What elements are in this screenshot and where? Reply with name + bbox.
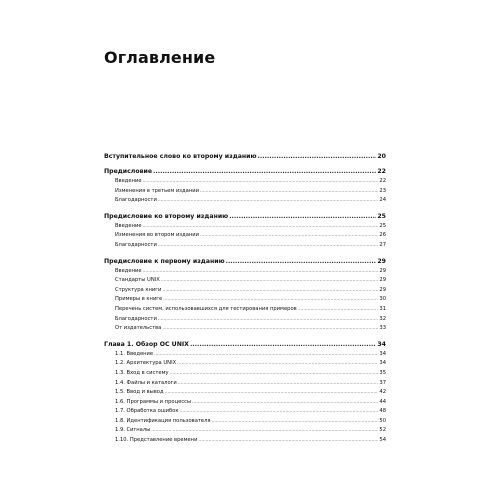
toc-entry-title: Вступительное слово ко второму изданию bbox=[104, 153, 257, 160]
toc-page-number: 31 bbox=[379, 305, 386, 312]
toc-entry-title: Предисловие ко второму изданию bbox=[104, 212, 229, 220]
toc-entry-title: Предисловие к первому изданию bbox=[104, 257, 225, 265]
toc-leader-dots bbox=[190, 340, 376, 349]
toc-entry-title: 1.8. Идентификация пользователя bbox=[115, 417, 211, 424]
toc-leader-dots bbox=[158, 197, 379, 206]
toc-leader-dots bbox=[165, 389, 379, 398]
toc-entry[interactable] bbox=[104, 426, 386, 436]
toc-entry[interactable] bbox=[104, 305, 386, 315]
toc-section-heading[interactable] bbox=[104, 257, 386, 266]
toc-leader-dots bbox=[177, 360, 378, 369]
toc-entry[interactable] bbox=[104, 187, 386, 197]
toc-entry[interactable] bbox=[104, 407, 386, 417]
toc-leader-dots bbox=[298, 306, 379, 315]
toc-page-number: 34 bbox=[379, 350, 386, 357]
toc-leader-dots bbox=[151, 427, 378, 436]
toc-entry-title: Введение bbox=[115, 267, 142, 274]
toc-entry[interactable] bbox=[104, 324, 386, 334]
toc-entry-title: От издательства bbox=[115, 325, 162, 332]
toc-entry[interactable] bbox=[104, 231, 386, 241]
toc-page-number: 44 bbox=[379, 398, 386, 405]
toc-leader-dots bbox=[226, 257, 377, 266]
toc-entry[interactable] bbox=[104, 398, 386, 408]
toc-entry-title: 1.1. Введение bbox=[115, 350, 154, 357]
toc-leader-dots bbox=[158, 316, 379, 325]
toc-entry-title: Благодарности bbox=[115, 241, 157, 248]
toc-page-number: 48 bbox=[379, 408, 386, 415]
table-of-contents bbox=[104, 152, 386, 452]
toc-leader-dots bbox=[143, 223, 379, 232]
toc-leader-dots bbox=[143, 178, 379, 187]
toc-entry[interactable] bbox=[104, 388, 386, 398]
page-title: Оглавление bbox=[104, 48, 216, 67]
toc-entry-title: 1.3. Вход в систему bbox=[115, 369, 169, 376]
toc-entry-title: Структура книги bbox=[115, 286, 162, 293]
toc-entry-title: Благодарности bbox=[115, 197, 157, 204]
toc-section bbox=[104, 212, 386, 251]
toc-leader-dots bbox=[170, 370, 379, 379]
toc-entry-title: Благодарности bbox=[115, 315, 157, 322]
toc-section bbox=[104, 152, 386, 161]
toc-page-number: 29 bbox=[377, 257, 386, 265]
toc-entry[interactable] bbox=[104, 177, 386, 187]
toc-entry-title: Перечень систем, использовавшихся для тестирования примеров bbox=[115, 305, 297, 312]
toc-page-number: 29 bbox=[379, 267, 386, 274]
toc-page-number: 26 bbox=[379, 232, 386, 239]
toc-page-number: 25 bbox=[377, 212, 386, 220]
toc-page-number: 23 bbox=[379, 187, 386, 194]
toc-entry[interactable] bbox=[104, 196, 386, 206]
toc-entry-title: 1.10. Представление времени bbox=[115, 437, 198, 444]
toc-page-number: 32 bbox=[379, 315, 386, 322]
toc-page-number: 37 bbox=[379, 379, 386, 386]
toc-leader-dots bbox=[212, 418, 379, 427]
toc-entry-title: Изменения во втором издании bbox=[115, 232, 200, 239]
toc-entry[interactable] bbox=[104, 241, 386, 251]
toc-entry[interactable] bbox=[104, 436, 386, 446]
toc-entry-title: 1.9. Сигналы bbox=[115, 427, 151, 434]
toc-leader-dots bbox=[161, 277, 379, 286]
toc-entry-title: 1.7. Обработка ошибок bbox=[115, 408, 179, 415]
toc-entry[interactable] bbox=[104, 295, 386, 305]
toc-entry[interactable] bbox=[104, 222, 386, 232]
toc-page-number: 33 bbox=[379, 325, 386, 332]
toc-entry-title: Введение bbox=[115, 222, 142, 229]
toc-section bbox=[104, 340, 386, 446]
toc-leader-dots bbox=[258, 152, 377, 161]
toc-page-number: 30 bbox=[379, 296, 386, 303]
toc-section bbox=[104, 257, 386, 334]
toc-leader-dots bbox=[143, 268, 379, 277]
toc-section-heading[interactable] bbox=[104, 167, 386, 176]
toc-entry[interactable] bbox=[104, 350, 386, 360]
toc-page-number: 35 bbox=[379, 369, 386, 376]
toc-leader-dots bbox=[163, 296, 378, 305]
toc-section-heading[interactable] bbox=[104, 340, 386, 349]
toc-leader-dots bbox=[179, 408, 378, 417]
toc-entry[interactable] bbox=[104, 315, 386, 325]
toc-entry[interactable] bbox=[104, 276, 386, 286]
toc-page-number: 22 bbox=[377, 168, 386, 175]
toc-leader-dots bbox=[158, 242, 379, 251]
toc-entry-title: Предисловие bbox=[104, 168, 153, 175]
toc-entry-title: Глава 1. Обзор ОС UNIX bbox=[104, 340, 189, 348]
toc-entry[interactable] bbox=[104, 286, 386, 296]
toc-section-heading[interactable] bbox=[104, 212, 386, 221]
toc-page-number: 54 bbox=[379, 437, 386, 444]
toc-leader-dots bbox=[229, 212, 376, 221]
toc-entry[interactable] bbox=[104, 267, 386, 277]
toc-entry-title: 1.2. Архитектура UNIX bbox=[115, 360, 177, 367]
toc-page-number: 29 bbox=[379, 277, 386, 284]
toc-page-number: 25 bbox=[379, 222, 386, 229]
toc-entry[interactable] bbox=[104, 379, 386, 389]
toc-leader-dots bbox=[192, 399, 378, 408]
toc-entry-title: 1.5. Ввод и вывод bbox=[115, 389, 164, 396]
toc-entry[interactable] bbox=[104, 417, 386, 427]
toc-leader-dots bbox=[162, 325, 378, 334]
toc-leader-dots bbox=[200, 188, 378, 197]
toc-page-number: 34 bbox=[377, 340, 386, 348]
toc-leader-dots bbox=[162, 287, 378, 296]
toc-entry-title: 1.4. Файлы и каталоги bbox=[115, 379, 177, 386]
toc-page-number: 50 bbox=[379, 417, 386, 424]
toc-page-number: 42 bbox=[379, 389, 386, 396]
toc-page-number: 27 bbox=[379, 241, 386, 248]
toc-section-heading[interactable] bbox=[104, 152, 386, 161]
toc-page-number: 24 bbox=[379, 197, 386, 204]
toc-entry-title: Изменения в третьем издании bbox=[115, 187, 199, 194]
toc-page-number: 29 bbox=[379, 286, 386, 293]
toc-leader-dots bbox=[178, 380, 379, 389]
toc-leader-dots bbox=[198, 437, 378, 446]
toc-page-number: 34 bbox=[379, 360, 386, 367]
toc-entry-title: Стандарты UNIX bbox=[115, 277, 160, 284]
toc-page-number: 52 bbox=[379, 427, 386, 434]
toc-leader-dots bbox=[153, 167, 376, 176]
toc-entry-title: 1.6. Программы и процессы bbox=[115, 398, 192, 405]
toc-page-number: 22 bbox=[379, 178, 386, 184]
toc-leader-dots bbox=[200, 232, 378, 241]
toc-section bbox=[104, 167, 386, 206]
toc-entry-title: Введение bbox=[115, 178, 142, 184]
toc-leader-dots bbox=[154, 351, 378, 360]
toc-entry[interactable] bbox=[104, 359, 386, 369]
toc-entry-title: Примеры в книге bbox=[115, 296, 163, 303]
toc-page-number: 20 bbox=[377, 153, 386, 160]
toc-entry[interactable] bbox=[104, 369, 386, 379]
